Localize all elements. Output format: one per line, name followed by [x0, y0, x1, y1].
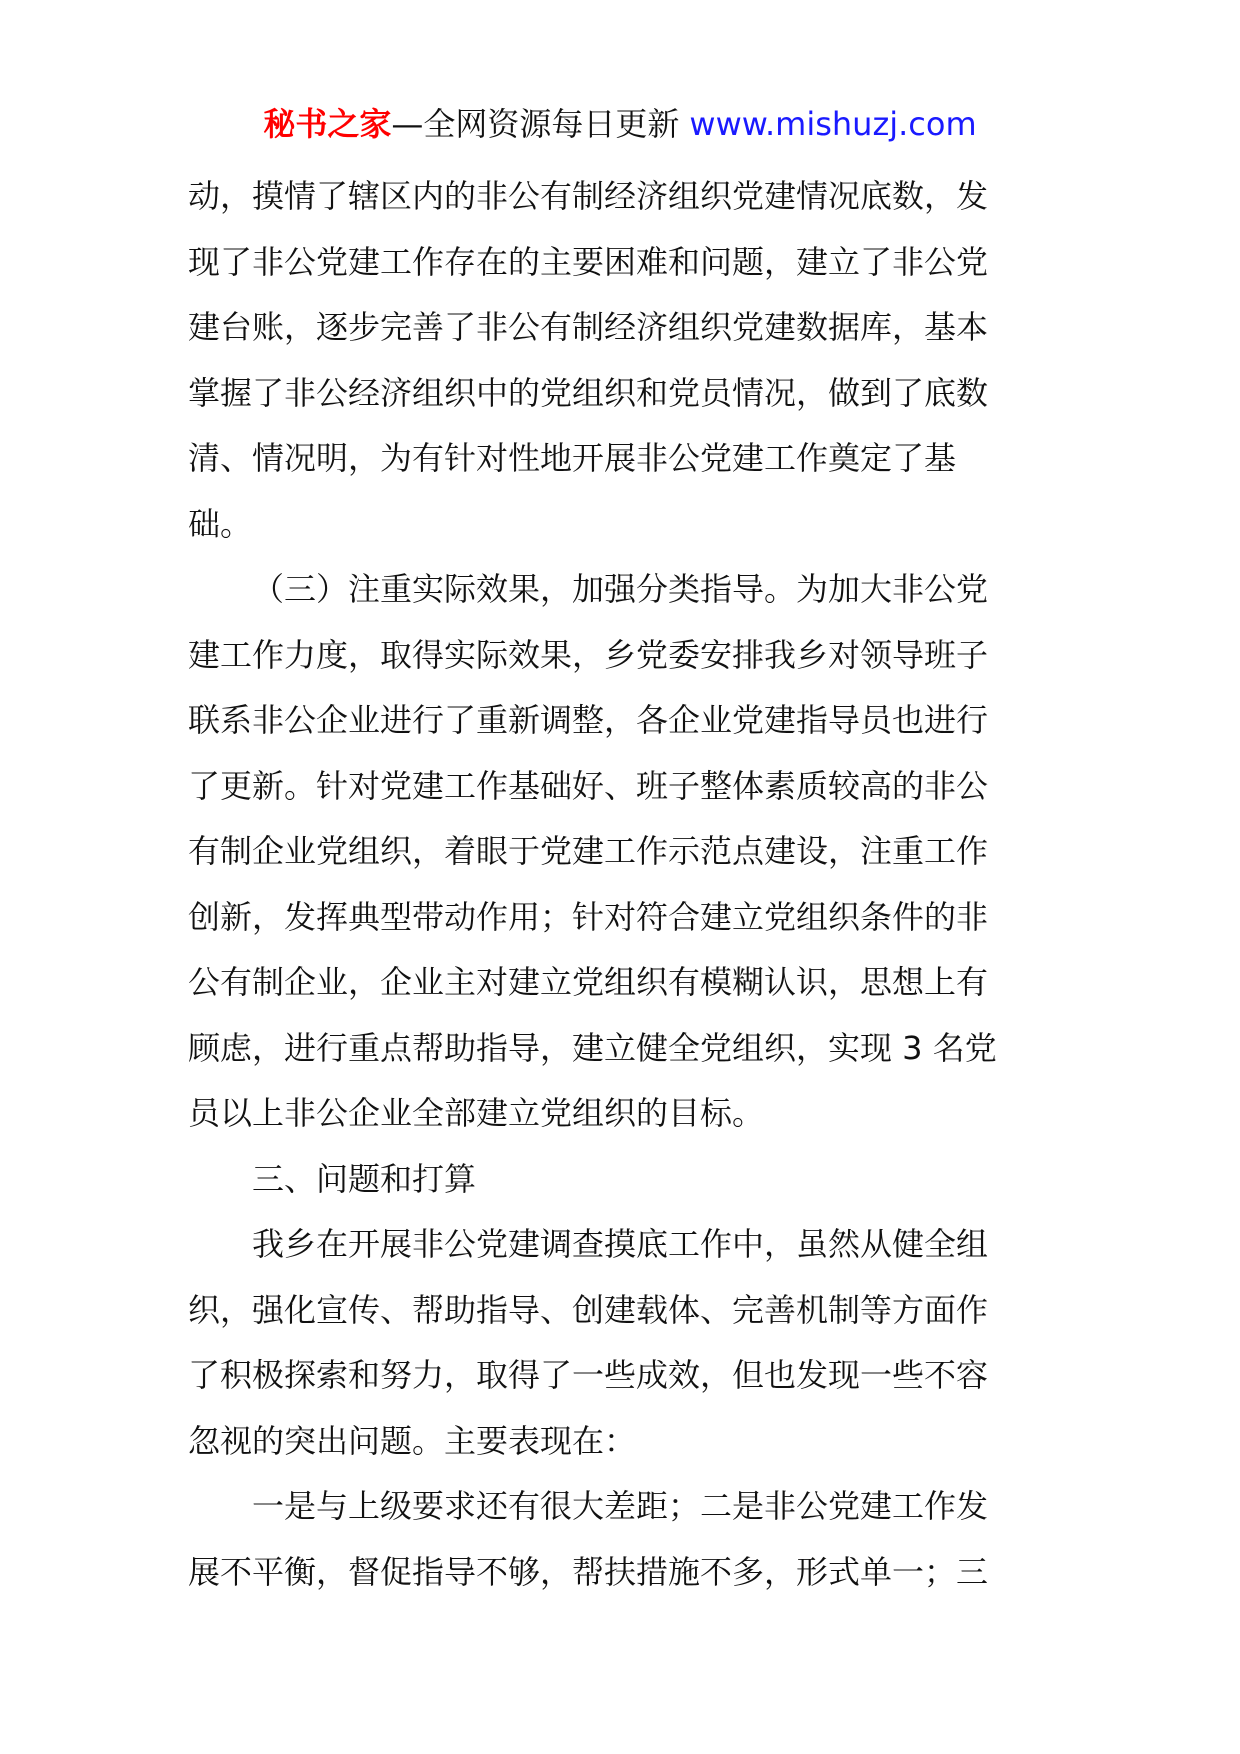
text-line: 公有制企业，企业主对建立党组织有模糊认识，思想上有 — [188, 963, 989, 1001]
site-slogan: —全网资源每日更新 — [391, 105, 680, 143]
text-line: 础。 — [188, 504, 253, 543]
section-heading: 三、问题和打算 — [252, 1159, 477, 1198]
text-line: 了积极探索和努力，取得了一些成效，但也发现一些不容 — [188, 1356, 989, 1394]
text-line: 展不平衡，督促指导不够，帮扶措施不多，形式单一；三 — [188, 1552, 989, 1591]
text-line: 织，强化宣传、帮助指导、创建载体、完善机制等方面作 — [188, 1290, 989, 1329]
text-line: 联系非公企业进行了重新调整，各企业党建指导员也进行 — [188, 701, 989, 739]
text-line: 动，摸情了辖区内的非公有制经济组织党建情况底数，发 — [188, 177, 989, 215]
text-line: 一是与上级要求还有很大差距；二是非公党建工作发 — [252, 1487, 989, 1525]
document-body — [188, 164, 1058, 1605]
site-header — [0, 100, 1240, 148]
text-line: 顾虑，进行重点帮助指导，建立健全党组织，实现 3 名党 — [188, 1028, 997, 1067]
text-line: 员以上非公企业全部建立党组织的目标。 — [188, 1094, 765, 1132]
text-line: 忽视的突出问题。主要表现在： — [188, 1421, 637, 1460]
text-line: （三）注重实际效果，加强分类指导。为加大非公党 — [252, 570, 989, 608]
text-line: 现了非公党建工作存在的主要困难和问题，建立了非公党 — [188, 242, 989, 281]
text-line: 我乡在开展非公党建调查摸底工作中，虽然从健全组 — [252, 1225, 989, 1263]
text-line: 掌握了非公经济组织中的党组织和党员情况，做到了底数 — [188, 373, 989, 412]
text-line: 了更新。针对党建工作基础好、班子整体素质较高的非公 — [188, 766, 989, 805]
text-line: 有制企业党组织，着眼于党建工作示范点建设，注重工作 — [188, 832, 989, 870]
site-brand: 秘书之家 — [263, 105, 392, 143]
text-line: 建台账，逐步完善了非公有制经济组织党建数据库，基本 — [188, 308, 989, 346]
text-line: 创新，发挥典型带动作用；针对符合建立党组织条件的非 — [188, 897, 989, 936]
site-url-link[interactable]: www.mishuzj.com — [689, 105, 977, 143]
text-line: 清、情况明，为有针对性地开展非公党建工作奠定了基 — [188, 439, 957, 477]
text-line: 建工作力度，取得实际效果，乡党委安排我乡对领导班子 — [188, 635, 989, 674]
